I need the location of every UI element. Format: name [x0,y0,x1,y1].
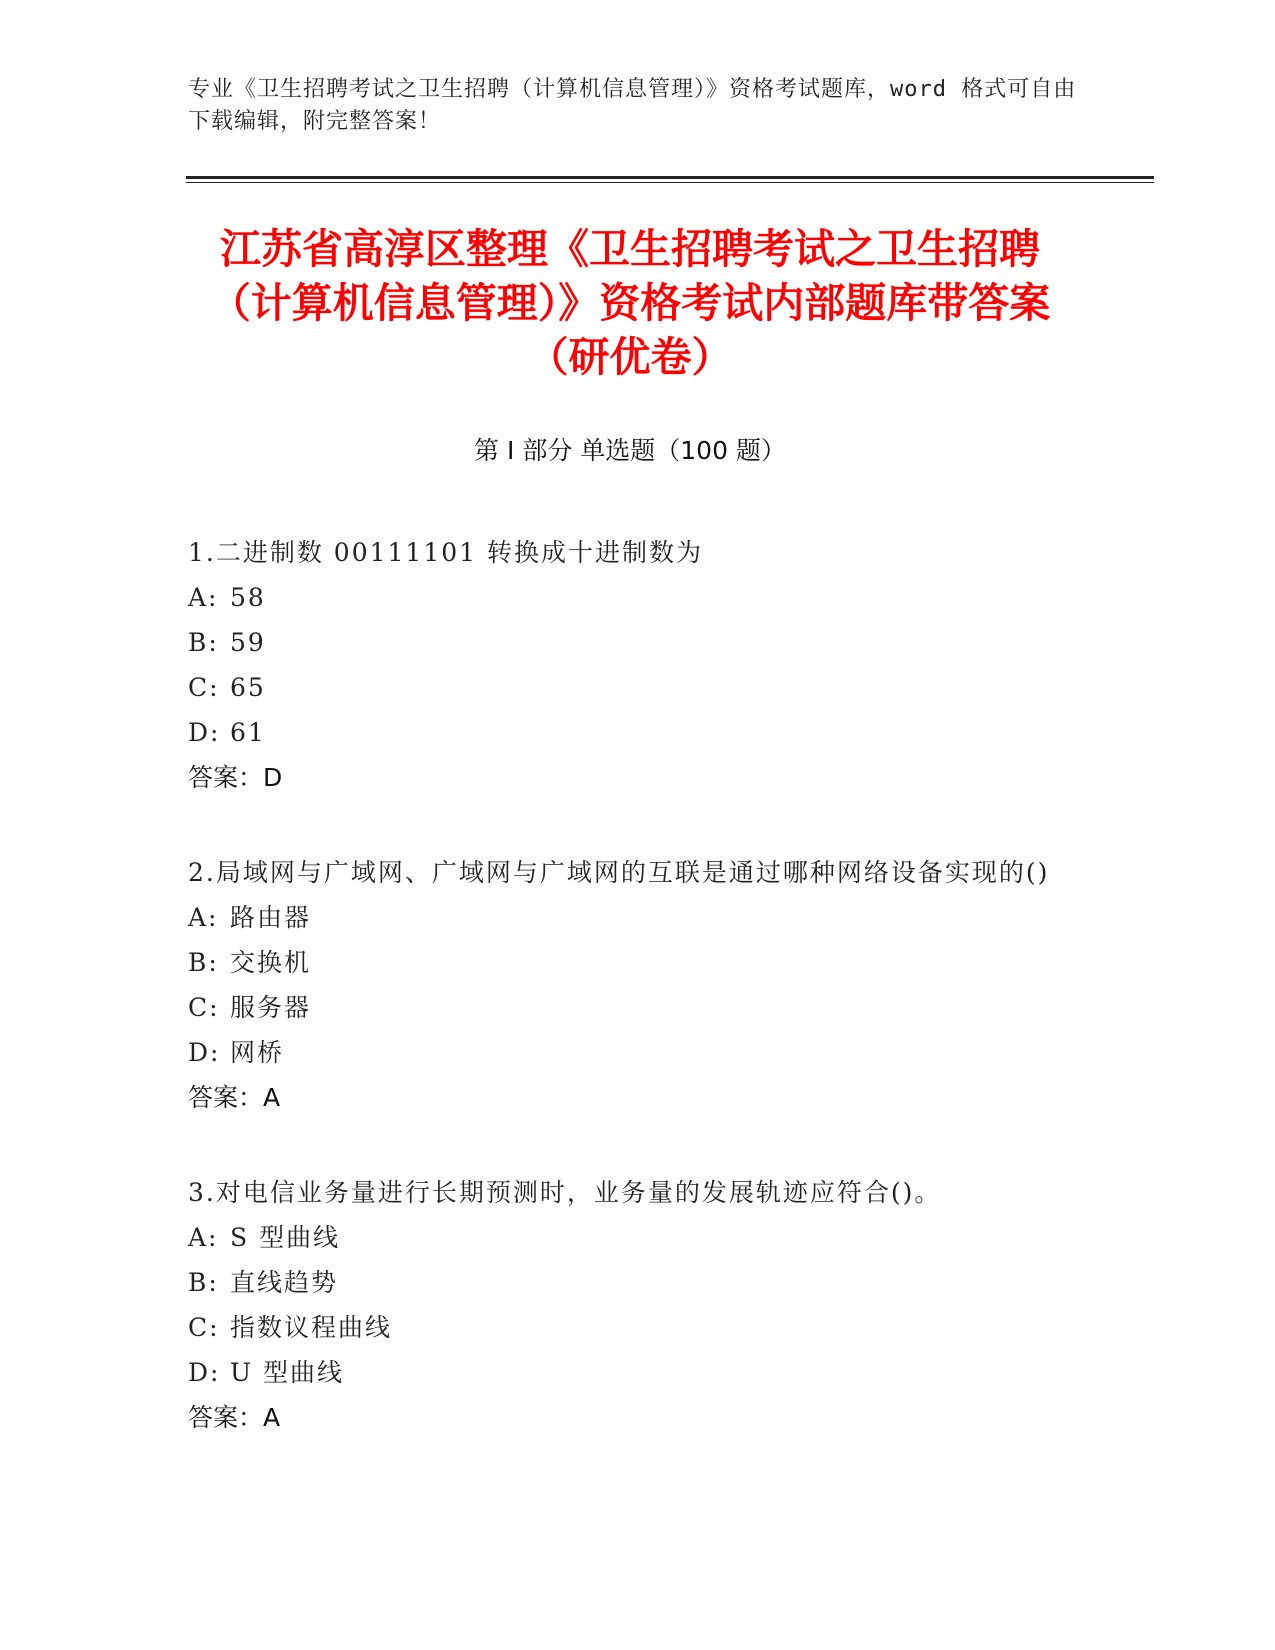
answer-line: 答案：A [188,1083,281,1112]
option-text: 网桥 [230,1038,285,1067]
option-letter: A: [188,903,219,932]
header-divider-thin [186,182,1154,183]
option-letter: B: [188,1268,219,1297]
question-list [188,530,1068,1490]
option-d [188,710,1068,755]
option-c [188,665,1068,710]
option-text: 路由器 [230,903,312,932]
option-letter: D: [188,1358,221,1387]
option-d [188,1030,1068,1075]
option-c [188,1305,1068,1350]
option-text: S 型曲线 [230,1223,341,1252]
option-letter: A: [188,1223,219,1252]
section-heading: 第 I 部分 单选题（100 题） [474,436,786,465]
option-text: U 型曲线 [230,1358,345,1387]
question-3 [188,1170,1068,1440]
option-letter: D: [188,718,221,747]
option-letter: A: [188,583,219,612]
option-a [188,1215,1068,1260]
option-c [188,985,1068,1030]
option-b [188,940,1068,985]
question-1 [188,530,1068,800]
question-2 [188,850,1068,1120]
option-d [188,1350,1068,1395]
question-stem: 1.二进制数 00111101 转换成十进制数为 [188,538,703,567]
option-a [188,895,1068,940]
header-divider-thick [186,176,1154,179]
option-letter: D: [188,1038,221,1067]
option-letter: C: [188,1313,220,1342]
option-letter: B: [188,628,219,657]
option-letter: C: [188,993,220,1022]
option-b [188,1260,1068,1305]
question-stem: 3.对电信业务量进行长期预测时，业务量的发展轨迹应符合()。 [188,1178,942,1207]
option-text: 58 [230,583,266,612]
option-text: 61 [230,718,266,747]
option-text: 服务器 [230,993,312,1022]
option-text: 交换机 [230,948,312,977]
question-stem: 2.局域网与广域网、广域网与广域网的互联是通过哪种网络设备实现的() [188,858,1050,887]
option-text: 65 [230,673,266,702]
option-letter: B: [188,948,219,977]
option-text: 直线趋势 [230,1268,339,1297]
option-b [188,620,1068,665]
option-text: 指数议程曲线 [230,1313,393,1342]
option-text: 59 [230,628,266,657]
option-a [188,575,1068,620]
answer-line: 答案：D [188,763,283,792]
option-letter: C: [188,673,220,702]
answer-line: 答案：A [188,1403,281,1432]
header-note: 专业《卫生招聘考试之卫生招聘（计算机信息管理）》资格考试题库，word 格式可自由下载编辑，附完整答案！ [188,77,1077,134]
document-title: 江苏省高淳区整理《卫生招聘考试之卫生招聘（计算机信息管理）》资格考试内部题库带答案（研优卷） [209,225,1051,381]
